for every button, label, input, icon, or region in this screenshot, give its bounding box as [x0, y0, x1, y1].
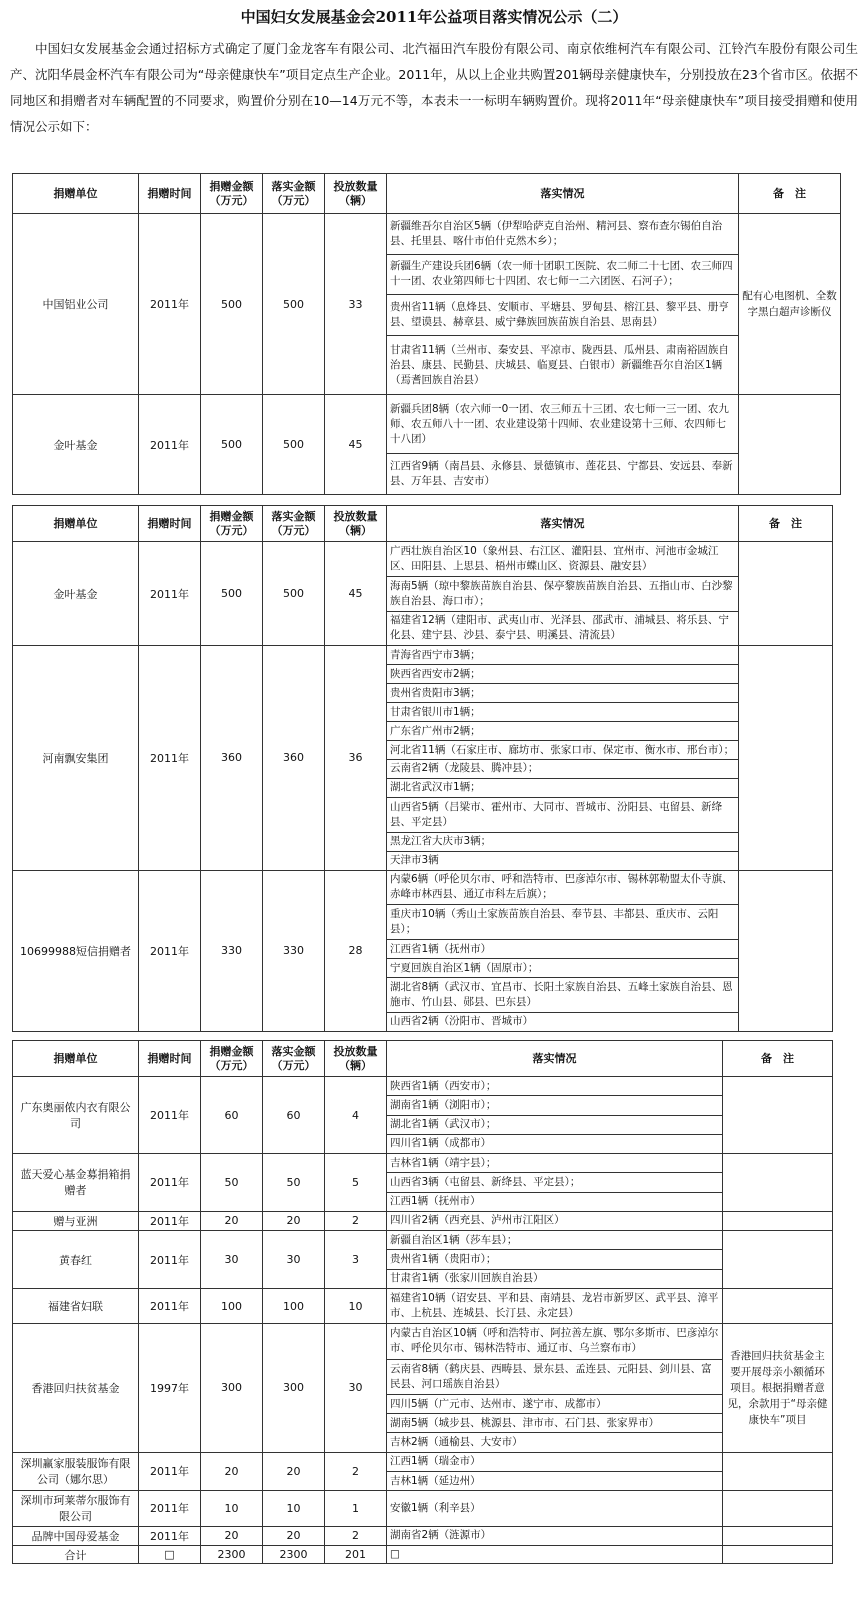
note-cell [739, 646, 833, 870]
column-header-detail: 落实情况 [387, 1041, 723, 1077]
page-title: 中国妇女发展基金会2011年公益项目落实情况公示（二） [240, 8, 628, 26]
detail-cell: 山西省2辆（汾阳市、晋城市） [387, 1012, 739, 1031]
amount-cell: 20 [201, 1526, 263, 1545]
quantity-cell: 2 [325, 1211, 387, 1230]
detail-cell: 江西省9辆（南昌县、永修县、景德镇市、莲花县、宁都县、安远县、奉新县、万年县、吉安市） [387, 454, 739, 495]
actual-amount-cell: 20 [263, 1526, 325, 1545]
total-label-cell: 合计 [13, 1546, 139, 1564]
detail-cell: 贵州省11辆（息烽县、安顺市、平塘县、罗甸县、榕江县、黎平县、册亨县、望谟县、赫章县、威宁彝族回族苗族自治县、思南县） [387, 295, 739, 336]
detail-cell: 内蒙6辆（呼伦贝尔市、呼和浩特市、巴彦淖尔市、锡林郭勒盟太仆寺旗、赤峰市林西县、通辽市科左后旗）； [387, 870, 739, 905]
detail-cell: 山西省5辆（吕梁市、霍州市、大同市、晋城市、汾阳县、屯留县、新绛县、平定县） [387, 797, 739, 832]
time-cell: 2011年 [139, 542, 201, 646]
detail-cell: 新疆兵团8辆（农六师一0一团、农三师五十三团、农七师一三一团、农九师、农五师八十一团、农业建设第十四师、农业建设第十三师、农四师七十八团） [387, 395, 739, 454]
detail-cell: 江西1辆（抚州市） [387, 1192, 723, 1211]
detail-cell: 湖北省武汉市1辆； [387, 778, 739, 797]
detail-cell: 宁夏回族自治区1辆（固原市）； [387, 959, 739, 978]
note-cell [723, 1211, 833, 1230]
donation-table-2 [12, 505, 833, 1032]
note-cell: 香港回归扶贫基金主要开展母亲小额循环项目。根据捐赠者意见，余款用于“母亲健康快车”项目 [723, 1324, 833, 1452]
table-row [13, 1211, 833, 1230]
note-cell [723, 1077, 833, 1154]
donor-cell: 金叶基金 [13, 542, 139, 646]
time-cell: 2011年 [139, 1288, 201, 1323]
donor-cell: 香港回归扶贫基金 [13, 1324, 139, 1452]
intro-text [10, 36, 858, 140]
detail-cell: 黑龙江省大庆市3辆； [387, 832, 739, 851]
note-cell [723, 1526, 833, 1545]
time-cell: 2011年 [139, 1077, 201, 1154]
table-row [13, 1154, 833, 1173]
amount-cell: 60 [201, 1077, 263, 1154]
amount-cell: 100 [201, 1288, 263, 1323]
table-header [13, 1041, 833, 1077]
column-header-detail: 落实情况 [387, 174, 739, 214]
detail-cell: 吉林1辆（延边州） [387, 1471, 723, 1490]
note-cell [739, 870, 833, 1031]
column-header-detail: 落实情况 [387, 506, 739, 542]
time-cell: 2011年 [139, 646, 201, 870]
column-header-qty: 投放数量（辆） [325, 174, 387, 214]
table-row [13, 1452, 833, 1471]
amount-cell: 10 [201, 1491, 263, 1526]
detail-cell: 云南省2辆（龙陵县、腾冲县）； [387, 760, 739, 779]
quantity-cell: 45 [325, 395, 387, 495]
detail-cell: 新疆自治区1辆（莎车县）； [387, 1231, 723, 1250]
donor-cell: 10699988短信捐赠者 [13, 870, 139, 1031]
amount-cell: 50 [201, 1154, 263, 1212]
actual-amount-cell: 500 [263, 214, 325, 395]
actual-amount-cell: 300 [263, 1324, 325, 1452]
table-row [13, 1324, 833, 1359]
amount-cell: 500 [201, 395, 263, 495]
donor-cell: 河南飘安集团 [13, 646, 139, 870]
table-header [13, 506, 833, 542]
donation-table-3 [12, 1040, 833, 1564]
note-cell [723, 1491, 833, 1526]
table-row [13, 214, 841, 255]
column-header-donor: 捐赠单位 [13, 506, 139, 542]
detail-cell: 陕西省1辆（西安市）； [387, 1077, 723, 1096]
actual-amount-cell: 330 [263, 870, 325, 1031]
detail-cell: 福建省10辆（诏安县、平和县、南靖县、龙岩市新罗区、武平县、漳平市、上杭县、连城县、长汀县、永定县） [387, 1288, 723, 1323]
detail-cell: 甘肃省银川市1辆； [387, 703, 739, 722]
time-cell: 1997年 [139, 1324, 201, 1452]
detail-cell: 江西1辆（瑞金市） [387, 1452, 723, 1471]
detail-cell: 内蒙古自治区10辆（呼和浩特市、阿拉善左旗、鄂尔多斯市、巴彦淖尔市、呼伦贝尔市、锡林浩特市、通辽市、乌兰察布市） [387, 1324, 723, 1359]
total-row [13, 1546, 833, 1564]
time-cell: 2011年 [139, 1154, 201, 1212]
actual-amount-cell: 10 [263, 1491, 325, 1526]
amount-cell: 300 [201, 1324, 263, 1452]
table-body [13, 214, 841, 495]
column-header-note: 备 注 [723, 1041, 833, 1077]
time-cell: 2011年 [139, 214, 201, 395]
donor-cell: 赠与亚洲 [13, 1211, 139, 1230]
quantity-cell: 33 [325, 214, 387, 395]
time-cell: 2011年 [139, 1452, 201, 1491]
note-cell [723, 1231, 833, 1289]
column-header-time: 捐赠时间 [139, 1041, 201, 1077]
time-cell: 2011年 [139, 395, 201, 495]
table-row [13, 1231, 833, 1250]
note-cell [723, 1154, 833, 1212]
quantity-cell: 30 [325, 1324, 387, 1452]
detail-cell: 甘肃省1辆（张家川回族自治县） [387, 1269, 723, 1288]
quantity-cell: 1 [325, 1491, 387, 1526]
total-note-cell [723, 1546, 833, 1564]
actual-amount-cell: 60 [263, 1077, 325, 1154]
detail-cell: 甘肃省11辆（兰州市、秦安县、平凉市、陇西县、瓜州县、肃南裕固族自治县、康县、民勤县、庆城县、临夏县、白银市）新疆维吾尔自治区1辆（焉耆回族自治县） [387, 335, 739, 394]
amount-cell: 500 [201, 214, 263, 395]
column-header-actual: 落实金额（万元） [263, 174, 325, 214]
table-row [13, 1077, 833, 1096]
total-time-cell: □ [139, 1546, 201, 1564]
column-header-donor: 捐赠单位 [13, 174, 139, 214]
detail-cell: 新疆维吾尔自治区5辆（伊犁哈萨克自治州、精河县、察布查尔锡伯自治县、托里县、喀什市伯什克然木乡）； [387, 214, 739, 255]
time-cell: 2011年 [139, 1526, 201, 1545]
note-cell [723, 1288, 833, 1323]
amount-cell: 330 [201, 870, 263, 1031]
note-cell [739, 395, 841, 495]
header-row [13, 1041, 833, 1077]
actual-amount-cell: 20 [263, 1452, 325, 1491]
actual-amount-cell: 360 [263, 646, 325, 870]
amount-cell: 20 [201, 1452, 263, 1491]
time-cell: 2011年 [139, 1231, 201, 1289]
donor-cell: 福建省妇联 [13, 1288, 139, 1323]
table-row [13, 1288, 833, 1323]
quantity-cell: 4 [325, 1077, 387, 1154]
total-actual-cell: 2300 [263, 1546, 325, 1564]
column-header-time: 捐赠时间 [139, 174, 201, 214]
table-row [13, 542, 833, 577]
header-row [13, 174, 841, 214]
actual-amount-cell: 20 [263, 1211, 325, 1230]
table-row [13, 1491, 833, 1526]
detail-cell: 吉林2辆（通榆县、大安市） [387, 1433, 723, 1452]
donor-cell: 蓝天爱心基金募捐箱捐赠者 [13, 1154, 139, 1212]
quantity-cell: 2 [325, 1452, 387, 1491]
donor-cell: 品牌中国母爱基金 [13, 1526, 139, 1545]
column-header-actual: 落实金额（万元） [263, 506, 325, 542]
column-header-amount: 捐赠金额（万元） [201, 1041, 263, 1077]
quantity-cell: 10 [325, 1288, 387, 1323]
column-header-actual: 落实金额（万元） [263, 1041, 325, 1077]
detail-cell: 广东省广州市2辆； [387, 722, 739, 741]
column-header-amount: 捐赠金额（万元） [201, 174, 263, 214]
time-cell: 2011年 [139, 1491, 201, 1526]
column-header-amount: 捐赠金额（万元） [201, 506, 263, 542]
detail-cell: 陕西省西安市2辆； [387, 665, 739, 684]
donor-cell: 金叶基金 [13, 395, 139, 495]
actual-amount-cell: 100 [263, 1288, 325, 1323]
detail-cell: 吉林省1辆（靖宇县）； [387, 1154, 723, 1173]
detail-cell: 四川省2辆（西充县、泸州市江阳区） [387, 1211, 723, 1230]
table-body [13, 542, 833, 1032]
note-cell [739, 542, 833, 646]
amount-cell: 20 [201, 1211, 263, 1230]
total-detail-cell: □ [387, 1546, 723, 1564]
detail-cell: 湖北省1辆（武汉市）； [387, 1115, 723, 1134]
donor-cell: 广东奥丽侬内衣有限公司 [13, 1077, 139, 1154]
detail-cell: 湖南省2辆（涟源市） [387, 1526, 723, 1545]
column-header-time: 捐赠时间 [139, 506, 201, 542]
quantity-cell: 36 [325, 646, 387, 870]
detail-cell: 海南5辆（琼中黎族苗族自治县、保亭黎族苗族自治县、五指山市、白沙黎族自治县、海口市）； [387, 576, 739, 611]
quantity-cell: 45 [325, 542, 387, 646]
table-row [13, 870, 833, 905]
detail-cell: 天津市3辆 [387, 851, 739, 870]
amount-cell: 500 [201, 542, 263, 646]
detail-cell: 贵州省1辆（贵阳市）； [387, 1250, 723, 1269]
donor-cell: 中国铝业公司 [13, 214, 139, 395]
detail-cell: 湖南省1辆（浏阳市）； [387, 1096, 723, 1115]
donor-cell: 深圳市珂莱蒂尔服饰有限公司 [13, 1491, 139, 1526]
intro-paragraph: 中国妇女发展基金会通过招标方式确定了厦门金龙客车有限公司、北汽福田汽车股份有限公司、南京依维柯汽车有限公司、江铃汽车股份有限公司生产、沈阳华晨金杯汽车有限公司为“母亲健康快车”项目定点生产企业。2011年，从以上企业共购置201辆母亲健康快车，分别投放在23个省市区。依据不同地区和捐赠者对车辆配置的不同要求，购置价分别在10—14万元不等，本表未一一标明车辆购置价。现将2011年“母亲健康快车”项目接受捐赠和使用情况公示如下： [10, 41, 858, 134]
header-row [13, 506, 833, 542]
note-cell [723, 1452, 833, 1491]
table-header [13, 174, 841, 214]
detail-cell: 河北省11辆（石家庄市、廊坊市、张家口市、保定市、衡水市、邢台市）； [387, 741, 739, 760]
table-row [13, 646, 833, 665]
quantity-cell: 2 [325, 1526, 387, 1545]
detail-cell: 湖北省8辆（武汉市、宜昌市、长阳土家族自治县、五峰土家族自治县、恩施市、竹山县、郧县、巴东县） [387, 978, 739, 1013]
column-header-qty: 投放数量（辆） [325, 1041, 387, 1077]
actual-amount-cell: 30 [263, 1231, 325, 1289]
amount-cell: 30 [201, 1231, 263, 1289]
detail-cell: 云南省8辆（鹤庆县、西畴县、景东县、孟连县、元阳县、剑川县、富民县、河口瑶族自治县） [387, 1359, 723, 1394]
detail-cell: 江西省1辆（抚州市） [387, 940, 739, 959]
actual-amount-cell: 500 [263, 542, 325, 646]
time-cell: 2011年 [139, 870, 201, 1031]
amount-cell: 360 [201, 646, 263, 870]
quantity-cell: 28 [325, 870, 387, 1031]
detail-cell: 新疆生产建设兵团6辆（农一师十团职工医院、农二师二十七团、农三师四十一团、农业第四师七十四团、农七师一二六团医、石河子）； [387, 254, 739, 295]
time-cell: 2011年 [139, 1211, 201, 1230]
donation-table-1 [12, 173, 841, 495]
detail-cell: 福建省12辆（建阳市、武夷山市、光泽县、邵武市、浦城县、将乐县、宁化县、建宁县、沙县、泰宁县、明溪县、清流县） [387, 611, 739, 646]
detail-cell: 安徽1辆（利辛县） [387, 1491, 723, 1526]
detail-cell: 青海省西宁市3辆； [387, 646, 739, 665]
column-header-note: 备 注 [739, 174, 841, 214]
detail-cell: 重庆市10辆（秀山土家族苗族自治县、奉节县、丰都县、重庆市、云阳县）； [387, 905, 739, 940]
quantity-cell: 3 [325, 1231, 387, 1289]
actual-amount-cell: 500 [263, 395, 325, 495]
column-header-donor: 捐赠单位 [13, 1041, 139, 1077]
column-header-qty: 投放数量（辆） [325, 506, 387, 542]
detail-cell: 湖南5辆（城步县、桃源县、津市市、石门县、张家界市） [387, 1414, 723, 1433]
actual-amount-cell: 50 [263, 1154, 325, 1212]
table-body [13, 1077, 833, 1564]
detail-cell: 四川5辆（广元市、达州市、遂宁市、成都市） [387, 1394, 723, 1413]
total-quantity-cell: 201 [325, 1546, 387, 1564]
donor-cell: 深圳赢家服装服饰有限公司（娜尔思） [13, 1452, 139, 1491]
note-cell: 配有心电图机、全数字黑白超声诊断仪 [739, 214, 841, 395]
total-amount-cell: 2300 [201, 1546, 263, 1564]
quantity-cell: 5 [325, 1154, 387, 1212]
detail-cell: 贵州省贵阳市3辆； [387, 684, 739, 703]
donor-cell: 黄春红 [13, 1231, 139, 1289]
detail-cell: 山西省3辆（屯留县、新绛县、平定县）； [387, 1173, 723, 1192]
column-header-note: 备 注 [739, 506, 833, 542]
detail-cell: 广西壮族自治区10（象州县、右江区、灌阳县、宜州市、河池市金城江区、田阳县、上思县、梧州市蝶山区、资源县、融安县） [387, 542, 739, 577]
table-row [13, 1526, 833, 1545]
table-row [13, 395, 841, 454]
detail-cell: 四川省1辆（成都市） [387, 1134, 723, 1153]
